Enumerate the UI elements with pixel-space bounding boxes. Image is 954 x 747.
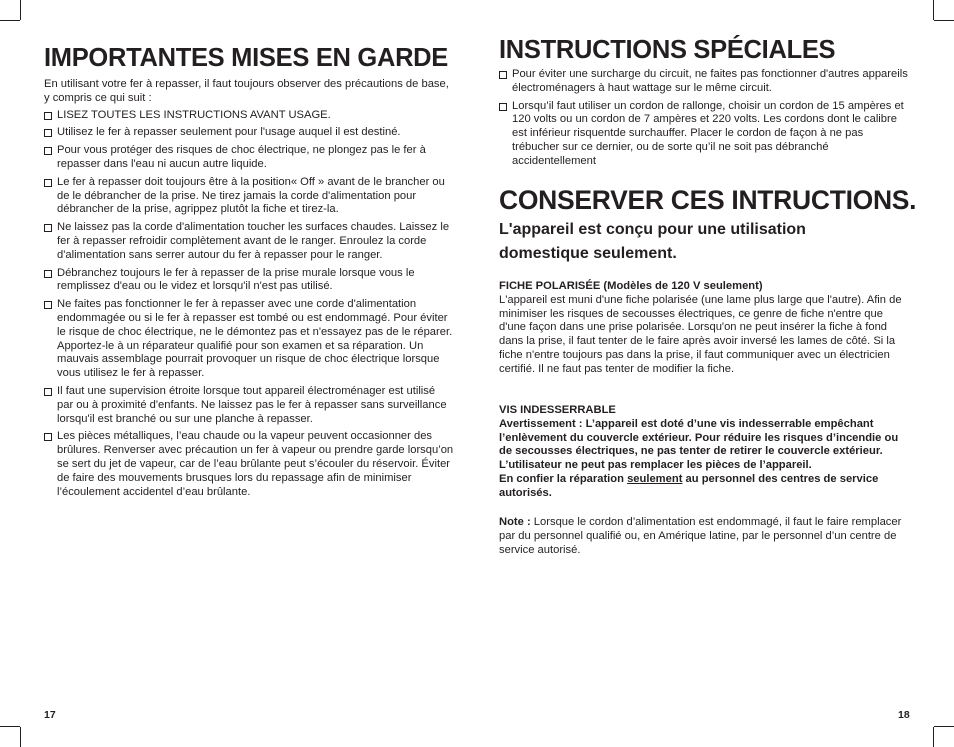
tamper-screw-warning: Avertissement : L’appareil est doté d’une vis indesserrable empêchant l’enlèvement du couvercle extérieur. Pour réduire les risques d’incendie ou de secousses électriques, ne pas tenter de retirer le couvercle extérieur. L’utilisateur ne peut pas remplacer les pièces de l’appareil. <box>499 417 899 472</box>
checkbox-bullet-icon <box>44 301 52 309</box>
list-item-text: Pour éviter une surcharge du circuit, ne faites pas fonctionner d'autres appareils électroménagers à haut wattage sur le même circuit. <box>512 68 908 94</box>
list-item <box>44 267 454 295</box>
household-use-subtitle: L'appareil est conçu pour une utilisation domestique seulement. <box>499 221 806 262</box>
list-item <box>44 385 454 426</box>
list-item-text: Ne faites pas fonctionner le fer à repasser avec une corde d'alimentation endommagée ou si le fer à repasser est tombé ou est endommagé. Pour éviter le risque de choc électrique, ne le démontez pas et n'essayez pas de le réparer. Apportez-le à un réparateur qualifié pour son examen et sa réparation. Un mauvais assemblage pourrait provoquer un risque de choc électrique lorsque vous utilisez le fer à repasser. <box>57 298 453 380</box>
list-item <box>44 221 454 262</box>
polarized-plug-heading: FICHE POLARISÉE (Modèles de 120 V seulement) <box>499 280 763 292</box>
intro-paragraph: En utilisant votre fer à repasser, il faut toujours observer des précautions de base, y compris ce qui suit : <box>44 78 449 104</box>
list-item <box>44 144 454 172</box>
checkbox-bullet-icon <box>44 147 52 155</box>
section-title: INSTRUCTIONS SPÉCIALES <box>499 36 836 64</box>
repair-notice-text: En confier la réparation <box>499 472 628 485</box>
list-item-text: Débranchez toujours le fer à repasser de la prise murale lorsque vous le remplissez d'eau ou le videz et lorsqu'il n'est pas utilisé. <box>57 266 415 293</box>
list-item-text: Le fer à repasser doit toujours être à la position« Off » avant de le brancher ou de le débrancher de la prise. Ne tirez jamais la corde d'alimentation pour débrancher de la prise, agrippez plutôt la fiche et tirez-la. <box>57 175 445 216</box>
repair-notice <box>499 473 909 501</box>
note-paragraph <box>499 516 909 557</box>
left-page <box>44 0 464 747</box>
note-label: Note : <box>499 516 531 528</box>
page-number: 17 <box>44 709 56 721</box>
list-item-text: LISEZ TOUTES LES INSTRUCTIONS AVANT USAGE. <box>57 108 331 121</box>
keep-instructions-title: CONSERVER CES INTRUCTIONS. <box>499 185 917 215</box>
special-instructions-list <box>499 68 909 169</box>
note-section <box>499 516 909 557</box>
crop-mark <box>20 0 21 20</box>
list-item <box>44 430 454 499</box>
crop-mark <box>934 726 954 727</box>
crop-mark <box>0 20 20 21</box>
list-item-text: Pour vous protéger des risques de choc électrique, ne plongez pas le fer à repasser dans l'eau ni aucun autre liquide. <box>57 144 426 170</box>
checkbox-bullet-icon <box>44 388 52 396</box>
checkbox-bullet-icon <box>44 129 52 137</box>
polarized-plug-text: L'appareil est muni d'une fiche polarisée (une lame plus large que l'autre). Afin de minimiser les risques de secousses électriques, ce genre de fiche n'entre que d'une façon dans une prise polarisée. Lorsqu'on ne peut insérer la fiche à fond dans la prise, il faut tenter de le faire après avoir inversé les lames de côté. Si la fiche n'entre toujours pas dans la prise, il faut communiquer avec un électricien certifié. Il ne faut pas tenter de modifier la fiche. <box>499 293 902 375</box>
note-text: Lorsque le cordon d’alimentation est endommagé, il faut le faire remplacer par du personnel qualifié ou, en Amérique latine, par le personnel d’un centre de service autorisé. <box>499 516 902 556</box>
safeguards-list <box>44 109 454 500</box>
checkbox-bullet-icon <box>44 112 52 120</box>
checkbox-bullet-icon <box>499 71 507 79</box>
checkbox-bullet-icon <box>44 433 52 441</box>
list-item <box>499 68 909 96</box>
repair-notice-text: au personnel des centres de service autorisés. <box>499 472 879 499</box>
list-item <box>499 100 909 169</box>
crop-mark <box>20 727 21 747</box>
list-item-text: Utilisez le fer à repasser seulement pour l'usage auquel il est destiné. <box>57 126 401 139</box>
safeguards-body <box>44 78 454 503</box>
checkbox-bullet-icon <box>44 270 52 278</box>
right-page <box>499 0 919 747</box>
crop-mark <box>933 0 934 20</box>
tamper-screw-section <box>499 404 909 501</box>
checkbox-bullet-icon <box>499 103 507 111</box>
list-item <box>44 109 454 123</box>
list-item-text: Il faut une supervision étroite lorsque tout appareil électroménager est utilisé par ou à proximité d'enfants. Ne laissez pas le fer à repasser sans surveillance lorsqu'il est branché ou sur une planche à repasser. <box>57 384 447 425</box>
list-item-text: Ne laissez pas la corde d'alimentation toucher les surfaces chaudes. Laissez le fer à repasser refroidir complètement avant de le ranger. Enroulez la corde d'alimentation sans serrer autour du fer à repasser pour le ranger. <box>57 221 450 261</box>
tamper-screw-heading: VIS INDESSERRABLE <box>499 404 616 416</box>
crop-mark <box>933 727 934 747</box>
polarized-plug-section <box>499 280 909 377</box>
checkbox-bullet-icon <box>44 179 52 187</box>
list-item <box>44 126 454 140</box>
repair-notice-emphasis: seulement <box>627 472 683 485</box>
crop-mark <box>934 20 954 21</box>
page-number: 18 <box>898 709 910 721</box>
list-item <box>44 298 454 381</box>
list-item-text: Les pièces métalliques, l’eau chaude ou la vapeur peuvent occasionner des brûlures. Renverser avec précaution un fer à vapeur ou prendre garde lorsqu’on se sert du jet de vapeur, car de l’eau brûlante peut s’écouler du réservoir. Éviter de faire des mouvements brusques lors du repassage afin de minimiser l’écoulement accidentel d’eau brûlante. <box>57 430 454 498</box>
list-item-text: Lorsqu’il faut utiliser un cordon de rallonge, choisir un cordon de 15 ampères et 120 volts ou un cordon de 7 ampères et 220 volts. Les cordons dont le calibre est inférieur risquentde surchauffer. Placer le cordon de façon à ne pas trébucher sur ce dernier, ou de sorte qu’il ne soit pas débranché accidentellement <box>512 99 904 167</box>
page-title: IMPORTANTES MISES EN GARDE <box>44 44 449 72</box>
checkbox-bullet-icon <box>44 224 52 232</box>
crop-mark <box>0 726 20 727</box>
special-instructions-body <box>499 68 909 173</box>
list-item <box>44 176 454 217</box>
